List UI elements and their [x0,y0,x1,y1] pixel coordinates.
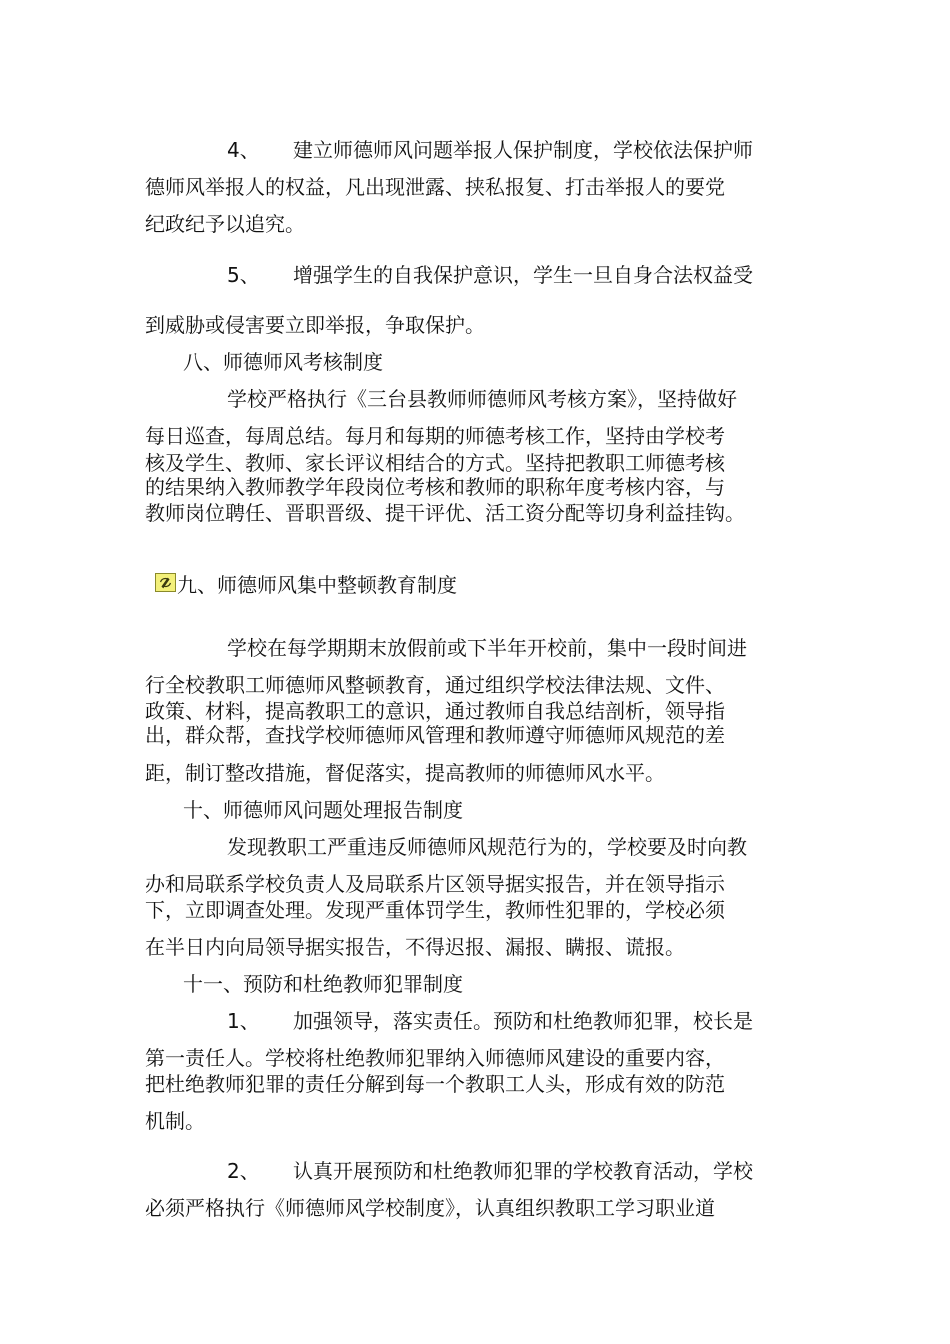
item-5-line1: 5、 增强学生的自我保护意识，学生一旦自身合法权益受 [227,263,753,287]
item-number: 5、 [227,263,260,287]
section-8-heading: 八、师德师风考核制度 [183,350,383,374]
section-10-line3: 下，立即调查处理。发现严重体罚学生，教师性犯罪的，学校必须 [145,898,725,922]
edit-marker-glyph [156,574,175,591]
section-10-heading: 十、师德师风问题处理报告制度 [183,798,463,822]
item-1-line4: 机制。 [145,1109,205,1133]
item-4-line2: 德师风举报人的权益，凡出现泄露、挟私报复、打击举报人的要党 [145,175,725,199]
section-8-line2: 每日巡查，每周总结。每月和每期的师德考核工作，坚持由学校考 [145,424,725,448]
item-number: 2、 [227,1159,260,1183]
item-1-line3: 把杜绝教师犯罪的责任分解到每一个教职工人头，形成有效的防范 [145,1072,725,1096]
item-4-line1: 4、 建立师德师风问题举报人保护制度，学校依法保护师 [227,138,753,162]
item-5-line2: 到威胁或侵害要立即举报，争取保护。 [145,313,485,337]
section-9-line5: 距，制订整改措施，督促落实，提高教师的师德师风水平。 [145,761,665,785]
edit-marker-icon[interactable] [155,573,176,592]
item-number: 1、 [227,1009,260,1033]
section-10-line1: 发现教职工严重违反师德师风规范行为的，学校要及时向教 [227,835,747,859]
section-9-line3: 政策、材料，提高教职工的意识，通过教师自我总结剖析，领导指 [145,699,725,723]
item-2-line2: 必须严格执行《师德师风学校制度》，认真组织教职工学习职业道 [145,1196,715,1220]
section-8-line3: 核及学生、教师、家长评议相结合的方式。坚持把教职工师德考核 [145,451,725,475]
item-1-line1: 1、 加强领导，落实责任。预防和杜绝教师犯罪，校长是 [227,1009,753,1033]
section-10-line4: 在半日内向局领导据实报告，不得迟报、漏报、瞒报、谎报。 [145,935,685,959]
section-10-line2: 办和局联系学校负责人及局联系片区领导据实报告，并在领导指示 [145,872,725,896]
section-9-line2: 行全校教职工师德师风整顿教育，通过组织学校法律法规、文件、 [145,673,725,697]
section-8-line4: 的结果纳入教师教学年段岗位考核和教师的职称年度考核内容，与 [145,475,725,499]
section-8-line1: 学校严格执行《三台县教师师德师风考核方案》，坚持做好 [227,387,737,411]
item-number: 4、 [227,138,260,162]
section-9-line4: 出，群众帮，查找学校师德师风管理和教师遵守师德师风规范的差 [145,723,725,747]
section-9-heading: 九、师德师风集中整顿教育制度 [177,573,457,597]
item-4-line3: 纪政纪予以追究。 [145,212,305,236]
section-11-heading: 十一、预防和杜绝教师犯罪制度 [183,972,463,996]
section-9-line1: 学校在每学期期末放假前或下半年开校前，集中一段时间进 [227,636,747,660]
item-2-line1: 2、 认真开展预防和杜绝教师犯罪的学校教育活动，学校 [227,1159,753,1183]
section-8-line5: 教师岗位聘任、晋职晋级、提干评优、活工资分配等切身利益挂钩。 [145,501,745,525]
item-1-line2: 第一责任人。学校将杜绝教师犯罪纳入师德师风建设的重要内容， [145,1046,725,1070]
